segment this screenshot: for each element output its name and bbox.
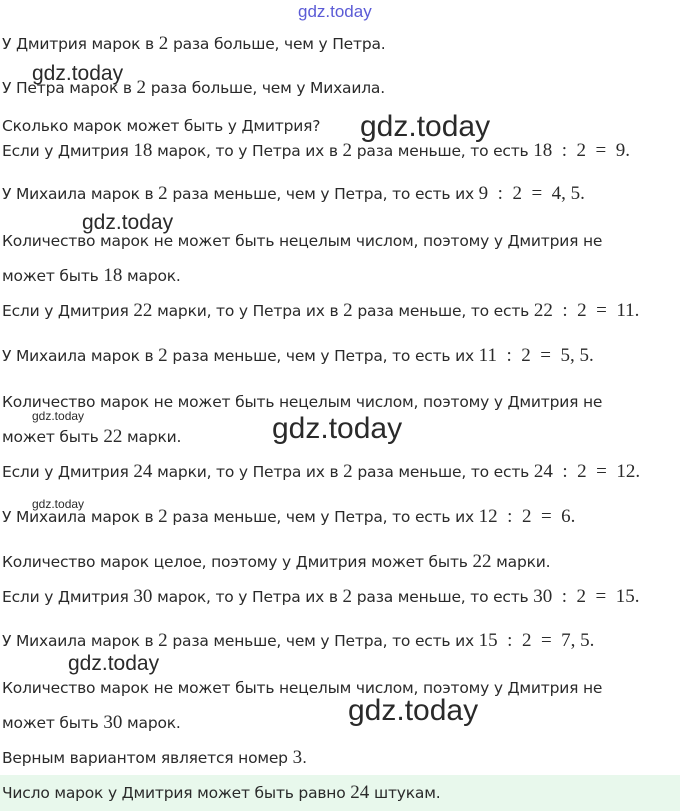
solution-line: У Дмитрия марок в 2 раза больше, чем у Петра. xyxy=(2,33,386,54)
watermark: gdz.today xyxy=(348,694,479,727)
solution-line: Количество марок не может быть нецелым числом, поэтому у Дмитрия не xyxy=(2,393,603,411)
solution-line: может быть 22 марки. xyxy=(2,426,182,447)
solution-line: Если у Дмитрия 22 марки, то у Петра их в 2 раза меньше, то есть 22 : 2 = 11. xyxy=(2,300,640,321)
solution-line: может быть 30 марок. xyxy=(2,712,181,733)
solution-line: Если у Дмитрия 24 марки, то у Петра их в 2 раза меньше, то есть 24 : 2 = 12. xyxy=(2,461,641,482)
solution-line: У Михаила марок в 2 раза меньше, чем у Петра, то есть их 9 : 2 = 4, 5. xyxy=(2,183,585,204)
solution-line: Если у Дмитрия 18 марок, то у Петра их в 2 раза меньше, то есть 18 : 2 = 9. xyxy=(2,140,630,161)
solution-line: У Петра марок в 2 раза больше, чем у Михаила. xyxy=(2,77,385,98)
solution-line: У Михаила марок в 2 раза меньше, чем у Петра, то есть их 12 : 2 = 6. xyxy=(2,506,576,527)
solution-line: У Михаила марок в 2 раза меньше, чем у Петра, то есть их 15 : 2 = 7, 5. xyxy=(2,630,595,651)
solution-line: Если у Дмитрия 30 марок, то у Петра их в 2 раза меньше, то есть 30 : 2 = 15. xyxy=(2,586,640,607)
watermark: gdz.today xyxy=(68,652,160,675)
solution-line: Количество марок целое, поэтому у Дмитрия может быть 22 марки. xyxy=(2,551,551,572)
answer-text: Число марок у Дмитрия может быть равно 24 штукам. xyxy=(2,782,441,803)
solution-line: У Михаила марок в 2 раза меньше, чем у Петра, то есть их 11 : 2 = 5, 5. xyxy=(2,345,594,366)
watermark: gdz.today xyxy=(272,412,403,445)
solution-question: Сколько марок может быть у Дмитрия? xyxy=(2,117,321,135)
watermark: gdz.today xyxy=(32,62,124,85)
watermark: gdz.today xyxy=(32,409,85,423)
watermark-top: gdz.today xyxy=(298,2,372,21)
solution-line: Количество марок не может быть нецелым числом, поэтому у Дмитрия не xyxy=(2,232,603,250)
solution-conclusion: Верным вариантом является номер 3. xyxy=(2,747,307,768)
solution-line: может быть 18 марок. xyxy=(2,265,181,286)
watermark: gdz.today xyxy=(360,110,491,143)
answer-box xyxy=(0,775,680,811)
watermark: gdz.today xyxy=(82,211,174,234)
watermark: gdz.today xyxy=(32,497,85,511)
solution-line: Количество марок не может быть нецелым числом, поэтому у Дмитрия не xyxy=(2,679,603,697)
